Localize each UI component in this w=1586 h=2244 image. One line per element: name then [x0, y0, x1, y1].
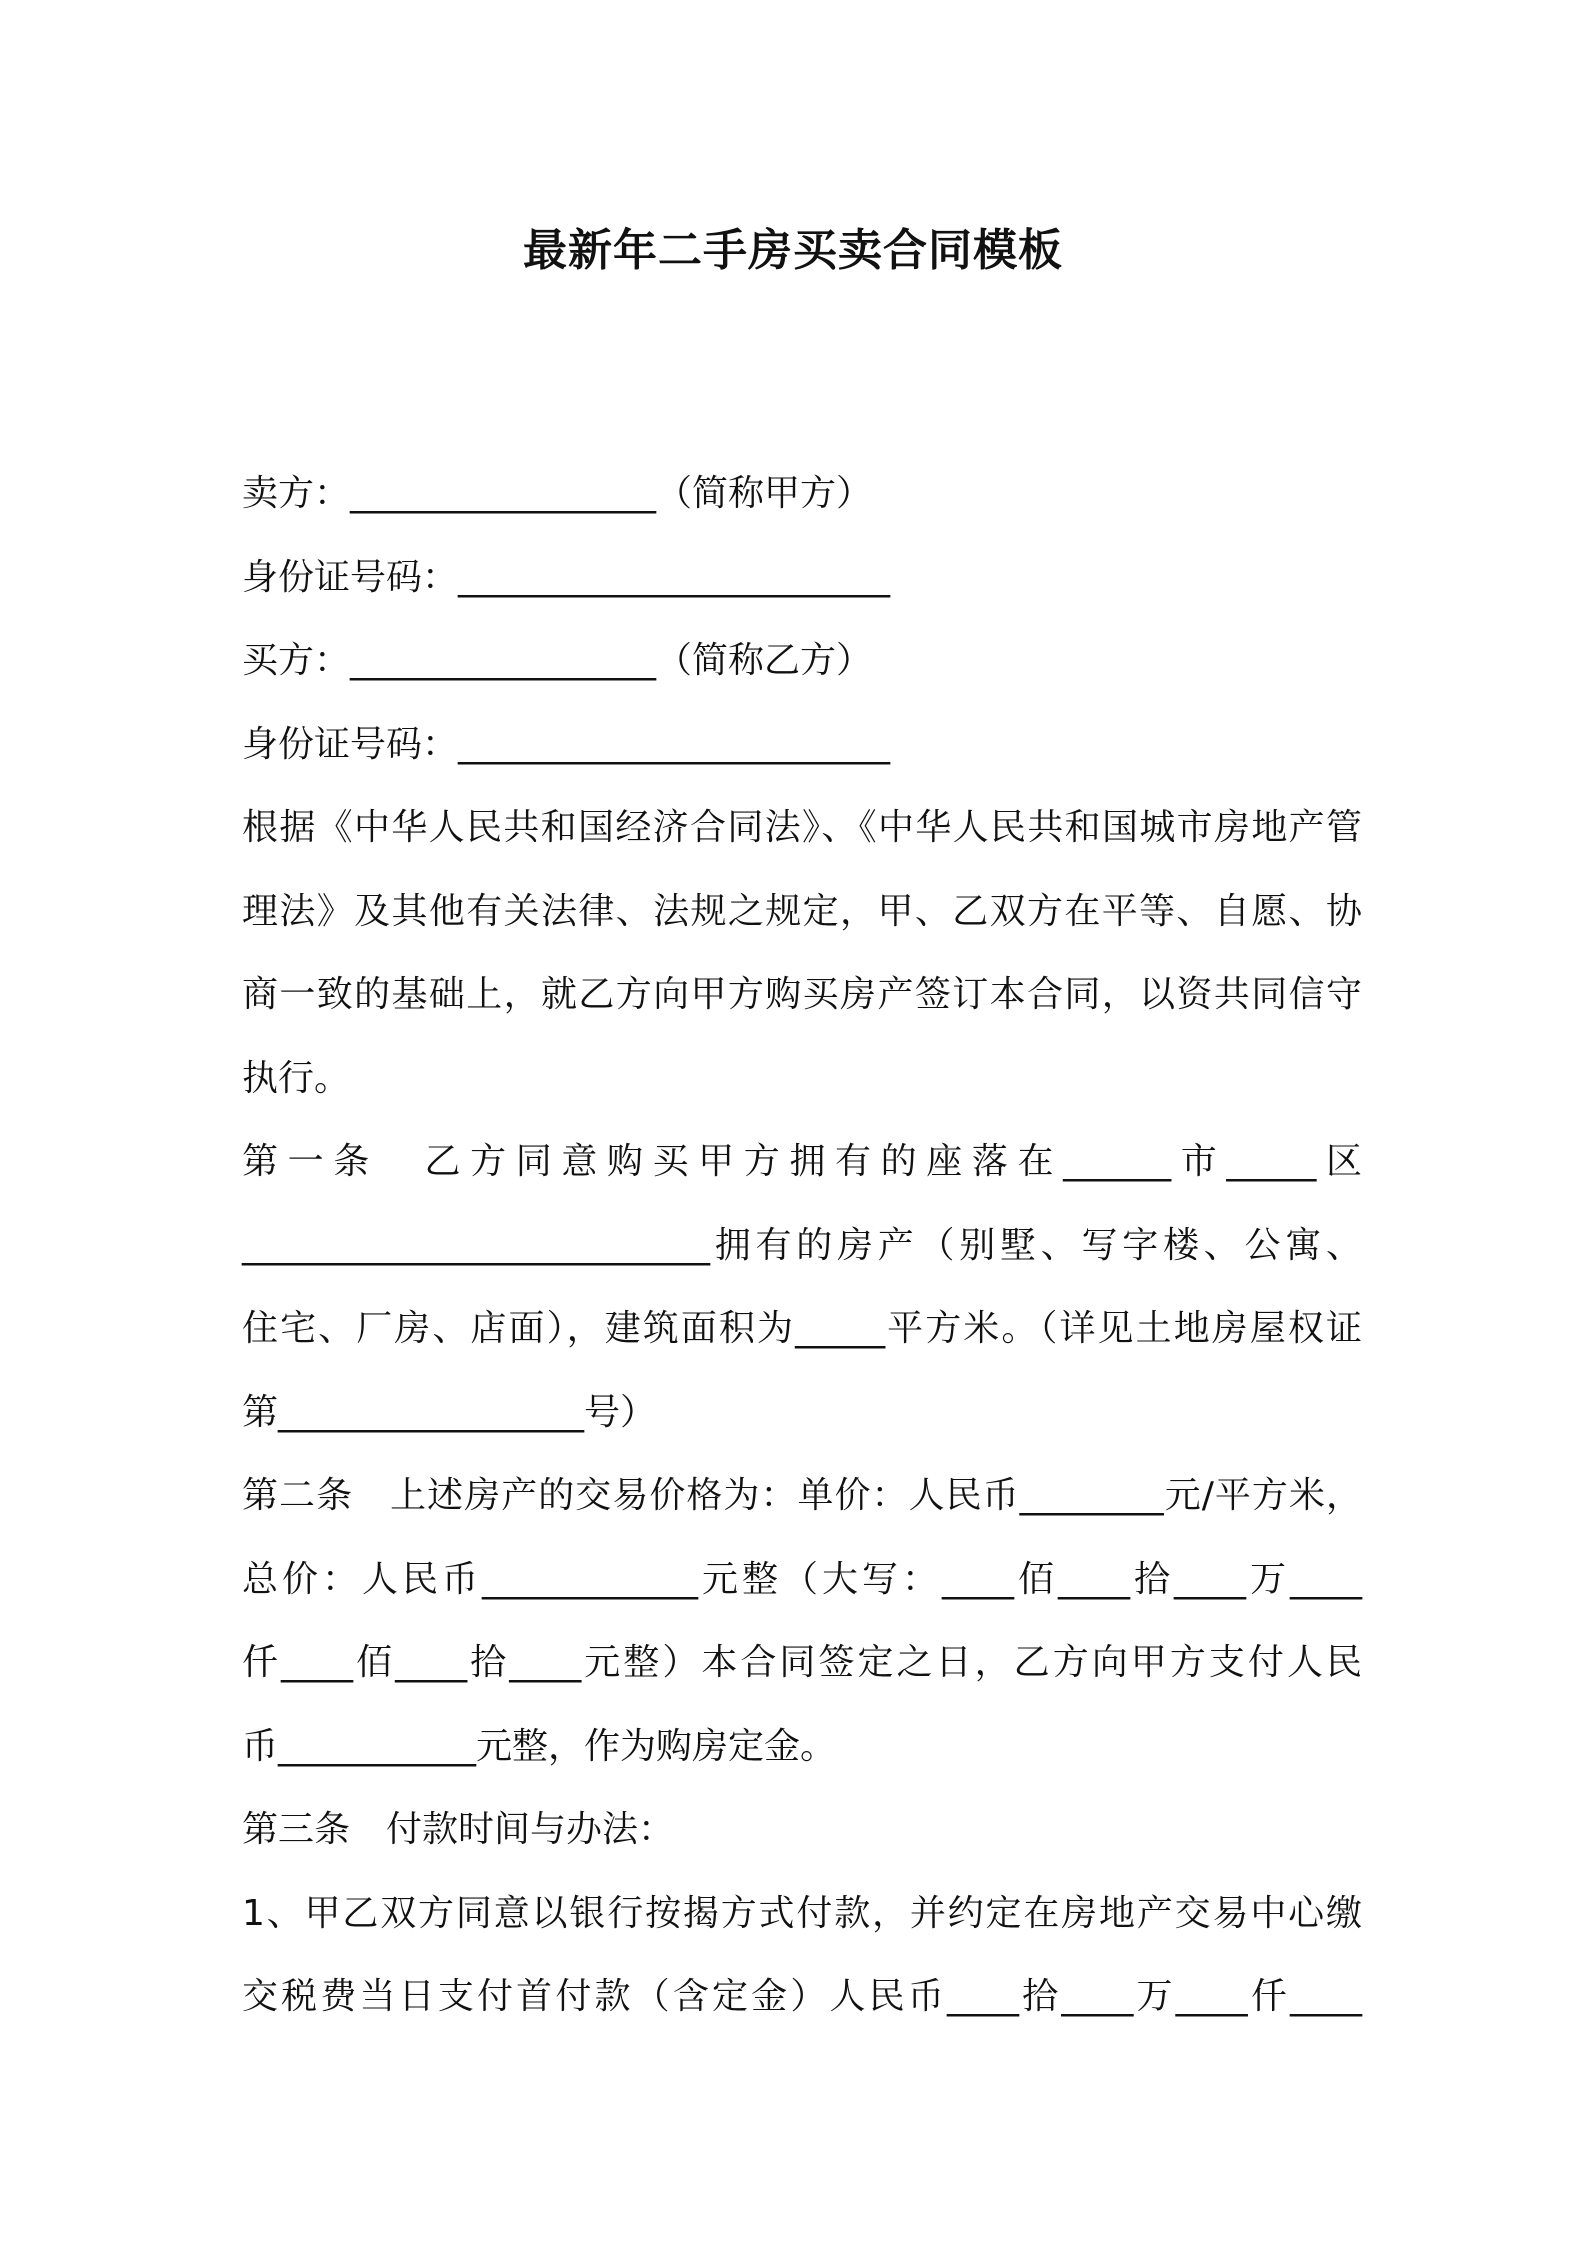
- seller-line: 卖方：_________________（简称甲方）: [242, 473, 873, 514]
- buyer-id-line: 身份证号码：________________________: [242, 723, 891, 765]
- article-1-line: 第_________________号）: [242, 1391, 657, 1433]
- article-3-line: 1、甲乙双方同意以银行按揭方式付款，并约定在房地产交易中心缴: [242, 1892, 1362, 1934]
- document-body: [242, 452, 1362, 2039]
- article-2-line: 仟____佰____拾____元整）本合同签定之日，乙方向甲方支付人民: [242, 1642, 1362, 1683]
- preamble-line: 商一致的基础上，就乙方向甲方购买房产签订本合同，以资共同信守: [242, 974, 1362, 1015]
- preamble-line: 执行。: [242, 1057, 351, 1099]
- article-1-line: 第一条 乙方同意购买甲方拥有的座落在______市_____区: [242, 1141, 1362, 1182]
- document-title: 最新年二手房买卖合同模板: [523, 225, 1063, 276]
- preamble-line: 理法》及其他有关法律、法规之规定，甲、乙双方在平等、自愿、协: [242, 890, 1362, 932]
- buyer-line: 买方：_________________（简称乙方）: [242, 640, 873, 681]
- article-2-line: 总价：人民币____________元整（大写：____佰____拾____万____: [242, 1558, 1362, 1600]
- article-3-heading: 第三条 付款时间与办法：: [242, 1809, 675, 1850]
- seller-id-line: 身份证号码：________________________: [242, 556, 891, 598]
- article-1-line: 住宅、厂房、店面），建筑面积为_____平方米。（详见土地房屋权证: [242, 1308, 1362, 1349]
- article-1-line: __________________________拥有的房产（别墅、写字楼、公寓、: [242, 1224, 1362, 1266]
- article-2-line: 币___________元整，作为购房定金。: [242, 1725, 837, 1767]
- article-2-line: 第二条 上述房产的交易价格为：单价：人民币________元/平方米，: [242, 1475, 1362, 1516]
- article-3-line: 交税费当日支付首付款（含定金）人民币____拾____万____仟____: [242, 1976, 1362, 2017]
- preamble-line: 根据《中华人民共和国经济合同法》、《中华人民共和国城市房地产管: [242, 807, 1362, 848]
